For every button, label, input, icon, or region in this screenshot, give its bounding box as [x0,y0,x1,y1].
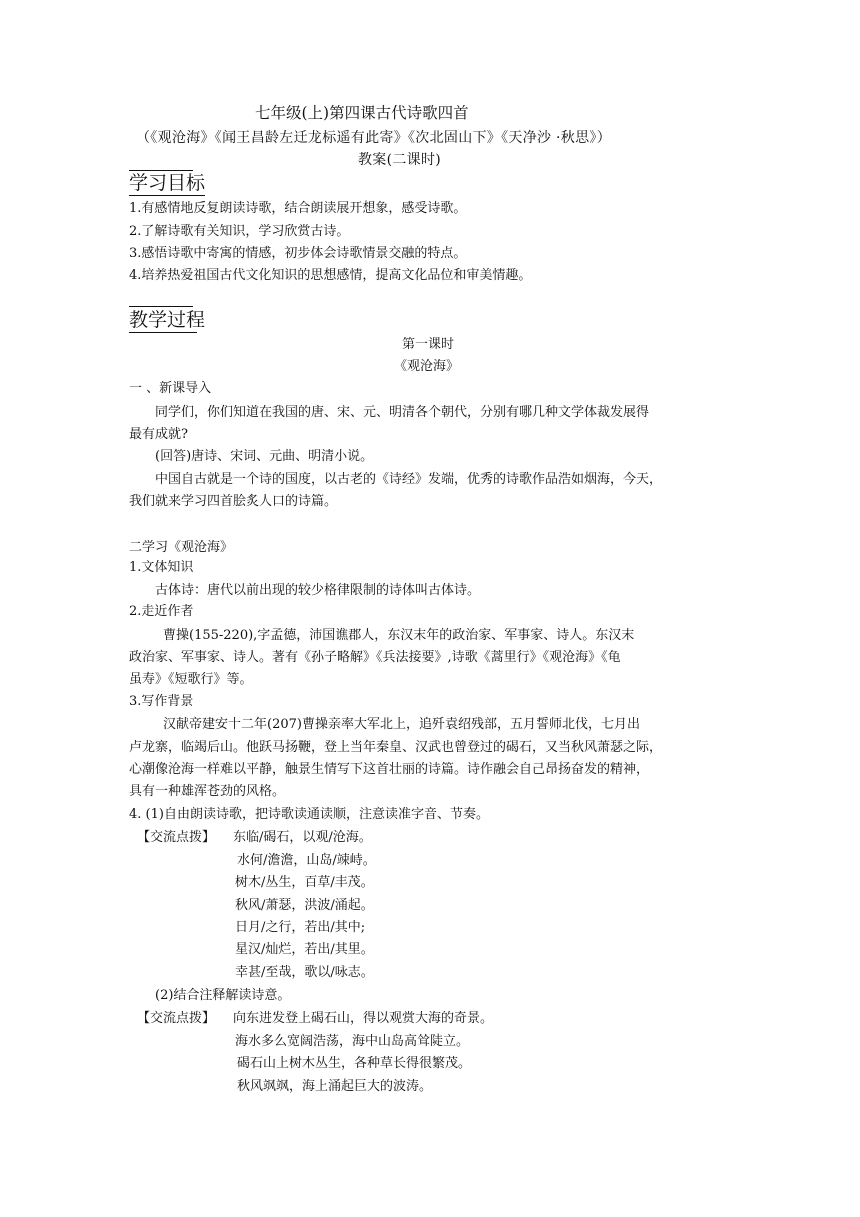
objective-item: 3.感悟诗歌中寄寓的情感，初步体会诗歌情景交融的特点。 [129,246,467,261]
poem-title: 《观沧海》 [394,359,460,374]
poem-line: 星汉/灿烂，若出/其里。 [235,942,374,957]
intro-paragraph-line: 中国自古就是一个诗的国度，以古老的《诗经》发端，优秀的诗歌作品浩如烟海，今天， [155,472,663,487]
heading-underline [129,195,205,196]
poem-line: 秋风/萧瑟，洪波/涌起。 [235,898,374,913]
translation-line: 秋风飒飒，海上涌起巨大的波涛。 [237,1079,433,1094]
background-text-line: 心潮像沧海一样难以平静，触景生情写下这首壮丽的诗篇。诗作融会自己昂扬奋发的精神， [129,762,650,777]
poem-line: 日月/之行，若出/其中; [235,920,366,935]
author-text-line: 虽寿》《短歌行》等。 [129,672,253,687]
translation-line: 向东进发登上碣石山，得以观赏大海的奇景。 [233,1011,494,1026]
section-heading: 1.文体知识 [129,560,194,575]
translation-line: 碣石山上树木丛生，各种草长得很繁茂。 [237,1056,472,1071]
section-heading: (2)结合注释解读诗意。 [155,988,291,1003]
document-title: 七年级(上)第四课古代诗歌四首 [255,104,469,122]
heading-underline [129,332,197,333]
intro-paragraph-line: 我们就来学习四首脍炙人口的诗篇。 [129,494,338,509]
document-subtitle: （《观沧海》《闻王昌龄左迁龙标遥有此寄》《次北固山下》《天净沙 ·秋思》） [136,130,611,146]
objective-item: 1.有感情地反复朗读诗歌，结合朗读展开想象，感受诗歌。 [129,201,467,216]
tip-label: 【交流点拨】 [137,1011,216,1026]
heading-overline [129,306,193,307]
author-text-line: 政治家、军事家、诗人。著有《孙子略解》《兵法接要》,诗歌《蒿里行》《观沧海》《龟 [129,650,621,665]
section-heading: 3.写作背景 [129,694,194,709]
lesson-type: 教案(二课时) [358,152,442,168]
session-title: 第一课时 [402,337,455,352]
poem-line: 水何/澹澹，山岛/竦峙。 [237,853,376,868]
background-text-line: 卢龙寨，临竭后山。他跃马扬鞭，登上当年秦皇、汉武也曾登过的碣石，又当秋风萧瑟之际， [129,740,663,755]
intro-answer: (回答)唐诗、宋词、元曲、明清小说。 [155,449,374,464]
process-heading: 教学过程 [129,309,206,331]
intro-heading: 一 、新课导入 [129,381,212,396]
tip-label: 【交流点拨】 [137,830,216,845]
section-text: 古体诗：唐代以前出现的较少格律限制的诗体叫古体诗。 [155,583,481,598]
objective-item: 4.培养热爱祖国古代文化知识的思想感情，提高文化品位和审美情趣。 [129,268,532,283]
objectives-heading: 学习目标 [129,172,206,194]
poem-line: 幸甚/至哉，歌以/咏志。 [235,965,374,980]
poem-line: 树木/丛生，百草/丰茂。 [235,875,374,890]
section-heading: 2.走近作者 [129,604,194,619]
background-text-line: 具有一种雄浑苍劲的风格。 [129,784,286,799]
section-heading: 4. (1)自由朗读诗歌，把诗歌读通读顺，注意读准字音、节奏。 [129,807,489,822]
intro-question-line: 同学们，你们知道在我国的唐、宋、元、明清各个朝代，分别有哪几种文学体裁发展得 [155,405,650,420]
background-text-line: 汉献帝建安十二年(207)曹操亲率大军北上，追歼袁绍残部，五月誓师北伐，七月出 [163,717,640,732]
intro-question-line: 最有成就? [129,427,188,442]
translation-line: 海水多么宽阔浩荡，海中山岛高耸陡立。 [235,1034,470,1049]
study-heading: 二学习《观沧海》 [129,540,234,555]
objective-item: 2.了解诗歌有关知识，学习欣赏古诗。 [129,224,350,239]
poem-line: 东临/碣石，以观/沧海。 [233,830,372,845]
author-text-line: 曹操(155-220),字孟德，沛国谯郡人，东汉末年的政治家、军事家、诗人。东汉末 [163,628,635,643]
